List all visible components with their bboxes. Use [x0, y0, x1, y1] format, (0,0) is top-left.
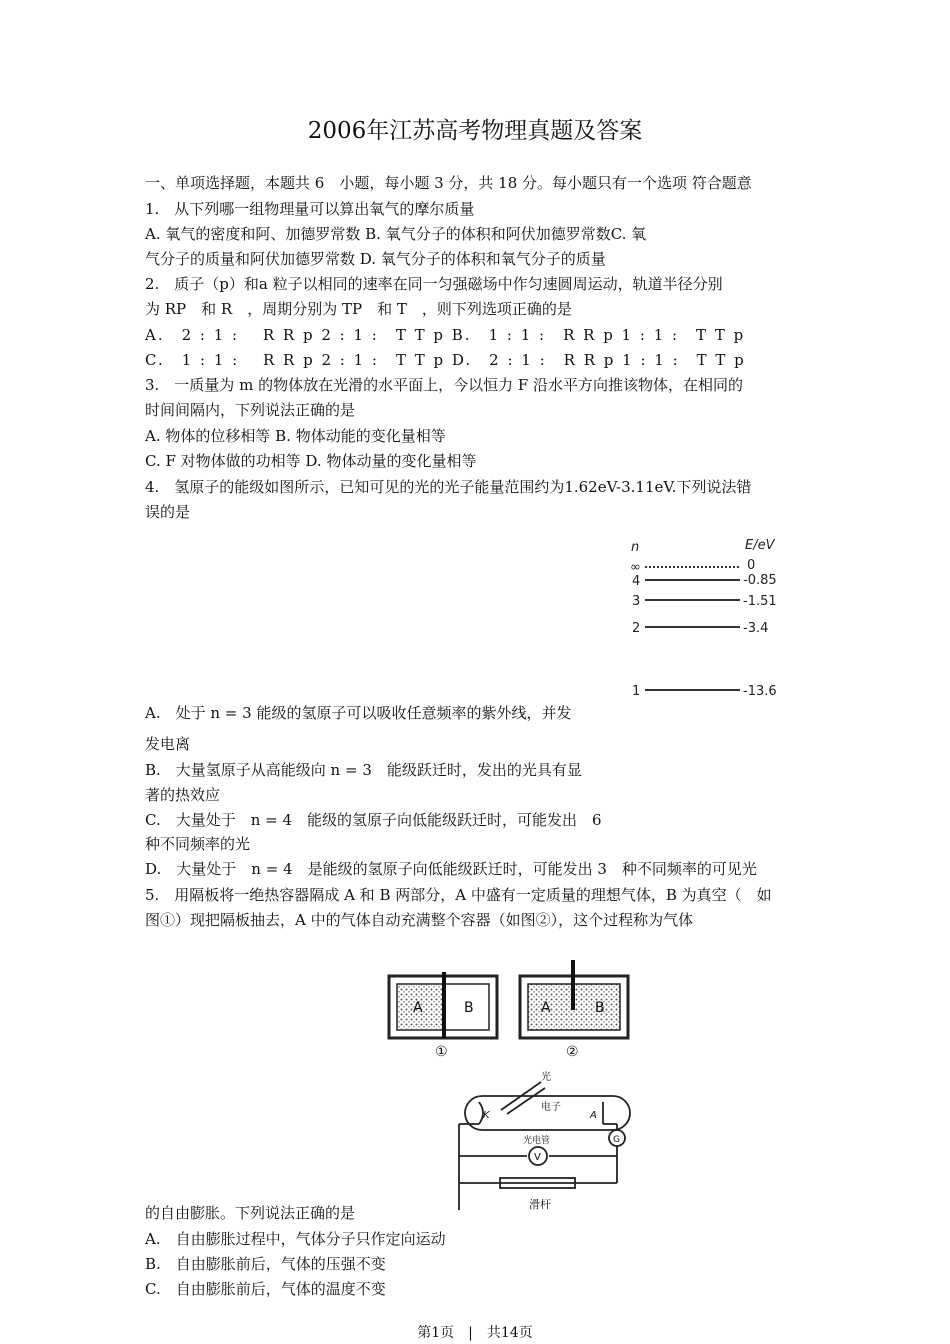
page-title: 2006年江苏高考物理真题及答案 [307, 118, 643, 144]
q4-option-b: B. 大量氢原子从高能级向 n = 3 能级跃迁时，发出的光具有显 [145, 761, 582, 779]
level-e-3: -1.51 [743, 594, 777, 609]
level-e-1: -13.6 [743, 684, 777, 699]
label-k: K [483, 1110, 490, 1121]
q5-option-c: C. 自由膨胀前后，气体的温度不变 [145, 1280, 386, 1298]
label-fig-1: ① [435, 1044, 448, 1060]
level-n-1: 1 [632, 684, 641, 699]
q1-options-line-1: A. 氧气的密度和阿、加德罗常数 B. 氧气分子的体积和阿伏加德罗常数C. 氧 [145, 225, 647, 243]
q2-options-cd: C. 1 : 1 : R R p 2 : 1 : T T p D. 2 : 1 : R R p 1 : 1 : T T p [145, 351, 746, 369]
q4-option-d: D. 大量处于 n = 4 是能级的氢原子向低能级跃迁时，可能发出 3 种不同频率的可见光 [145, 860, 757, 878]
q4-option-c: C. 大量处于 n = 4 能级的氢原子向低能级跃迁时，可能发出 6 [145, 811, 602, 829]
label-light: 光 [541, 1072, 551, 1083]
q4-option-b-cont: 著的热效应 [145, 786, 221, 804]
q4-option-a-cont: 发电离 [145, 735, 191, 753]
question-4: 4. 氢原子的能级如图所示，已知可见的光的光子能量范围约为1.62eV-3.11eV.下列说法错 [145, 478, 752, 496]
q4-option-c-cont: 种不同频率的光 [145, 835, 251, 853]
q3-options-cd: C. F 对物体做的功相等 D. 物体动量的变化量相等 [145, 452, 477, 470]
level-e-inf: 0 [747, 558, 756, 573]
label-g: G [613, 1135, 620, 1145]
level-n-3: 3 [632, 594, 641, 609]
question-5: 5. 用隔板将一绝热容器隔成 A 和 B 两部分，A 中盛有一定质量的理想气体，B 为真空（ 如 [145, 886, 772, 904]
label-a: A [590, 1110, 597, 1121]
q3-options-ab: A. 物体的位移相等 B. 物体动能的变化量相等 [145, 427, 446, 445]
label-fig-2: ② [566, 1044, 579, 1060]
question-5-end: 的自由膨胀。下列说法正确的是 [145, 1204, 356, 1222]
question-2-cont: 为 RP 和 R ，周期分别为 TP 和 T ，则下列选项正确的是 [145, 300, 572, 318]
question-3-cont: 时间间隔内，下列说法正确的是 [145, 401, 356, 419]
photoelectric-circuit-figure [445, 1068, 645, 1218]
level-n-inf: ∞ [630, 560, 641, 575]
level-e-2: -3.4 [743, 621, 769, 636]
partition-2 [571, 960, 575, 1010]
label-b-2: B [595, 1000, 605, 1016]
e-header: E/eV [745, 538, 775, 553]
label-rheostat: 滑杆 [529, 1198, 551, 1211]
label-b-1: B [464, 1000, 474, 1016]
section-heading: 一、单项选择题，本题共 6 小题，每小题 3 分，共 18 分。每小题只有一个选项 符合题意 [145, 174, 752, 192]
label-a-1: A [413, 1000, 423, 1016]
n-header: n [631, 540, 640, 555]
partition-1 [442, 972, 446, 1038]
q5-option-a: A. 自由膨胀过程中，气体分子只作定向运动 [145, 1230, 446, 1248]
level-e-4: -0.85 [743, 573, 777, 588]
q4-option-a: A. 处于 n = 3 能级的氢原子可以吸收任意频率的紫外线，并发 [145, 704, 572, 722]
label-tube: 光电管 [523, 1136, 551, 1146]
q5-option-b: B. 自由膨胀前后，气体的压强不变 [145, 1255, 386, 1273]
level-n-2: 2 [632, 621, 641, 636]
q1-options-line-2: 气分子的质量和阿伏加德罗常数 D. 氧气分子的体积和氧气分子的质量 [145, 250, 606, 268]
label-v: V [534, 1152, 541, 1163]
level-n-4: 4 [632, 574, 641, 589]
question-3: 3. 一质量为 m 的物体放在光滑的水平面上，今以恒力 F 沿水平方向推该物体，在相同的 [145, 376, 744, 394]
question-1: 1. 从下列哪一组物理量可以算出氧气的摩尔质量 [145, 200, 475, 218]
page-footer: 第1页 | 共14页 [417, 1325, 533, 1341]
question-2: 2. 质子（p）和a 粒子以相同的速率在同一匀强磁场中作匀速圆周运动，轨道半径分别 [145, 275, 723, 293]
container-figure [385, 958, 645, 1063]
label-electron: 电子 [541, 1102, 561, 1113]
energy-level-diagram [625, 535, 795, 710]
q2-options-ab: A. 2 : 1 : R R p 2 : 1 : T T p B. 1 : 1 : R R p 1 : 1 : T T p [145, 326, 746, 344]
question-5-cont: 图①）现把隔板抽去，A 中的气体自动充满整个容器（如图②），这个过程称为气体 [145, 911, 694, 929]
question-4-cont: 误的是 [145, 503, 191, 521]
label-a-2: A [541, 1000, 551, 1016]
